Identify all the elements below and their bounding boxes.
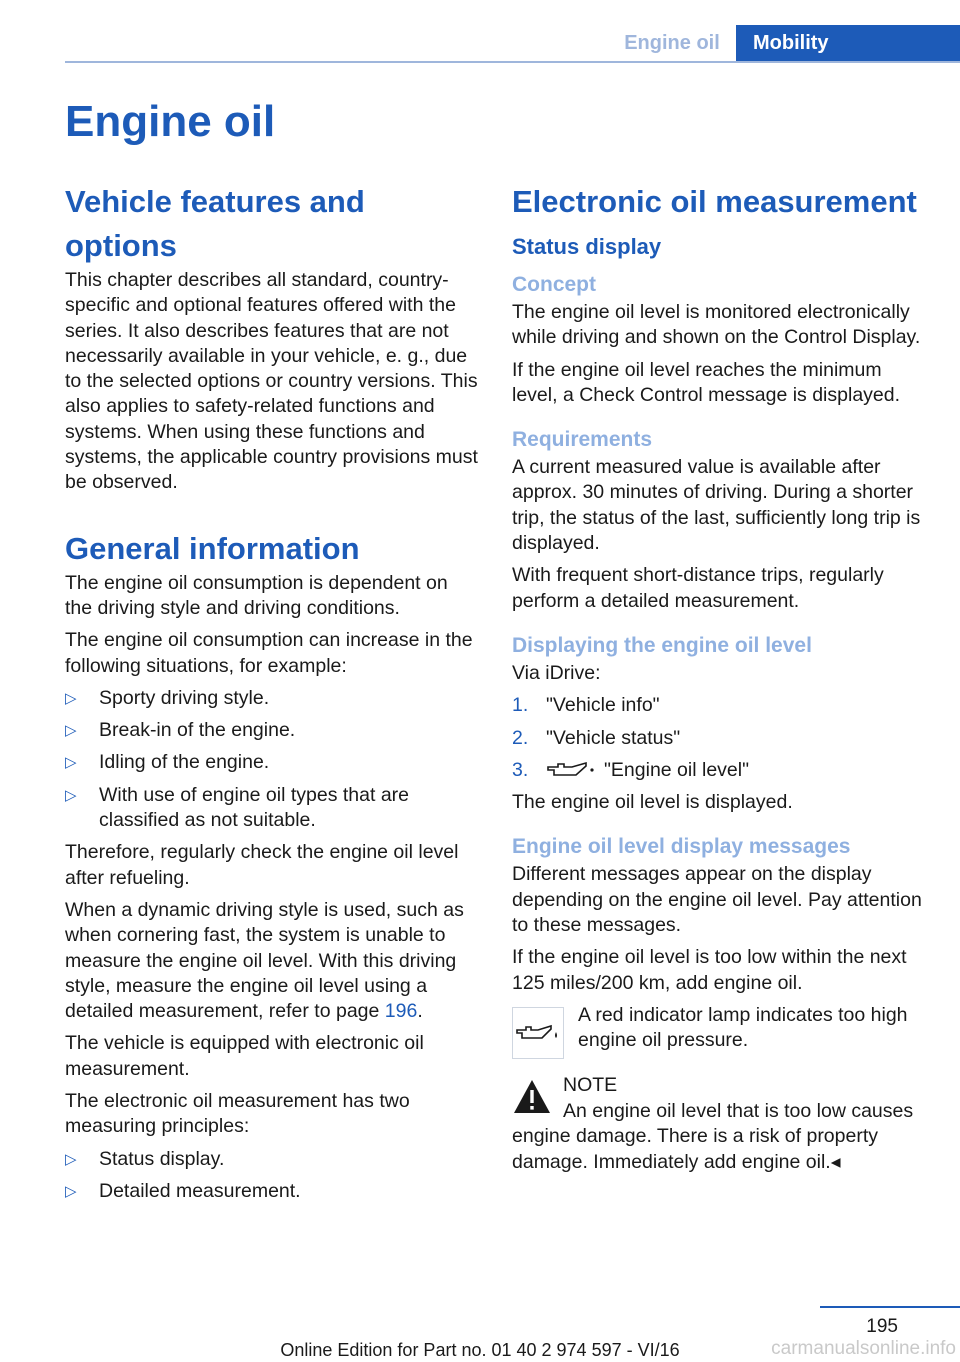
electronic-heading: Electronic oil measurement (512, 184, 917, 219)
list-item: 2. "Vehicle status" (512, 726, 681, 749)
list-item: 1. "Vehicle info" (512, 694, 660, 717)
left-column (65, 180, 480, 1211)
requirements-heading: Requirements (512, 428, 653, 452)
footer-text: Online Edition for Part no. 01 40 2 974 597 - VI/16 (280, 1340, 680, 1360)
page-title: Engine oil (65, 97, 276, 146)
bullet-triangle-icon: ▷ (65, 1182, 77, 1200)
page-reference-link[interactable]: 196 (384, 1000, 418, 1023)
status-display-heading: Status display (512, 234, 662, 259)
list-item: ▷ Detailed measurement. (65, 1179, 480, 1204)
requirements-p1: A current measured value is available after approx. 30 minutes of driving. During a shorter trip, the status of the last, sufficiently long trip is displayed. (512, 456, 921, 555)
oil-can-icon (546, 761, 596, 779)
displaying-intro: Via iDrive: (512, 661, 601, 684)
general-p2: The engine oil consumption can increase in the following situations, for example: (65, 629, 473, 677)
note-title: NOTE (563, 1073, 618, 1096)
messages-p1: Different messages appear on the display depending on the engine oil level. Pay attention to these messages. (512, 863, 922, 937)
bullet-triangle-icon: ▷ (65, 754, 77, 772)
page-number: 195 (866, 1316, 898, 1337)
note-body: An engine oil level that is too low causes engine damage. There is a risk of property damage. Immediately add engine oil.◂ (512, 1099, 914, 1173)
list-item: 3. "Engine oil level" (512, 758, 750, 781)
general-heading: General information (65, 530, 360, 566)
indicator-lamp-row (512, 1003, 927, 1059)
general-p1: The engine oil consumption is dependent on the driving style and driving conditions. (65, 571, 448, 619)
list-item: ▷ Sporty driving style. (65, 686, 480, 711)
general-p5: The vehicle is equipped with electronic oil measurement. (65, 1032, 424, 1080)
concept-p2: If the engine oil level reaches the minimum level, a Check Control message is displayed. (512, 358, 901, 406)
idrive-steps (512, 693, 927, 783)
lamp-text: A red indicator lamp indicates too high engine oil pressure. (578, 1003, 908, 1052)
oil-pressure-lamp-icon (512, 1007, 564, 1059)
displaying-heading: Displaying the engine oil level (512, 633, 812, 657)
header-rule (65, 61, 960, 63)
bullet-triangle-icon: ▷ (65, 1150, 77, 1168)
right-column (512, 180, 927, 1182)
watermark: carmanualsonline.info (771, 1338, 956, 1359)
concept-heading: Concept (512, 273, 596, 296)
messages-p2: If the engine oil level is too low within the next 125 miles/200 km, add engine oil. (512, 946, 907, 994)
displaying-after: The engine oil level is displayed. (512, 791, 793, 814)
principles-list (65, 1147, 480, 1205)
bullet-triangle-icon: ▷ (65, 722, 77, 740)
warning-triangle-icon (512, 1077, 552, 1117)
list-item: ▷ Idling of the engine. (65, 750, 480, 775)
messages-heading: Engine oil level display messages (512, 835, 851, 859)
section-tab[interactable]: Engine oil (624, 32, 720, 54)
footer-rule (820, 1306, 960, 1308)
chapter-tab[interactable]: Mobility (736, 25, 960, 61)
general-p6: The electronic oil measurement has two measuring principles: (65, 1090, 410, 1138)
requirements-p2: With frequent short-distance trips, regularly perform a detailed measurement. (512, 564, 884, 612)
bullet-triangle-icon: ▷ (65, 689, 77, 707)
features-heading: Vehicle features and options (65, 184, 365, 263)
list-item: ▷ With use of engine oil types that are classified as not suitable. (65, 783, 410, 832)
list-item: ▷ Break-in of the engine. (65, 718, 480, 743)
general-p3: Therefore, regularly check the engine oil level after refueling. (65, 841, 459, 889)
concept-p1: The engine oil level is monitored electronically while driving and shown on the Control Display. (512, 301, 921, 349)
general-p4: When a dynamic driving style is used, such as when cornering fast, the system is unable to measure the engine oil level. With this driving style, measure the engine oil level using a detailed measurement, refer to page 196. (65, 898, 464, 1023)
bullet-triangle-icon: ▷ (65, 786, 77, 804)
features-body: This chapter describes all standard, country-specific and optional features offered with the series. It also describes features that are not necessarily available in your vehicle, e. g., due to the selected options or country versions. This also applies to safety-related functions and systems. When using these functions and systems, the applicable country provisions must be observed. (65, 269, 478, 494)
list-item: ▷ Status display. (65, 1147, 480, 1172)
situations-list (65, 686, 480, 833)
